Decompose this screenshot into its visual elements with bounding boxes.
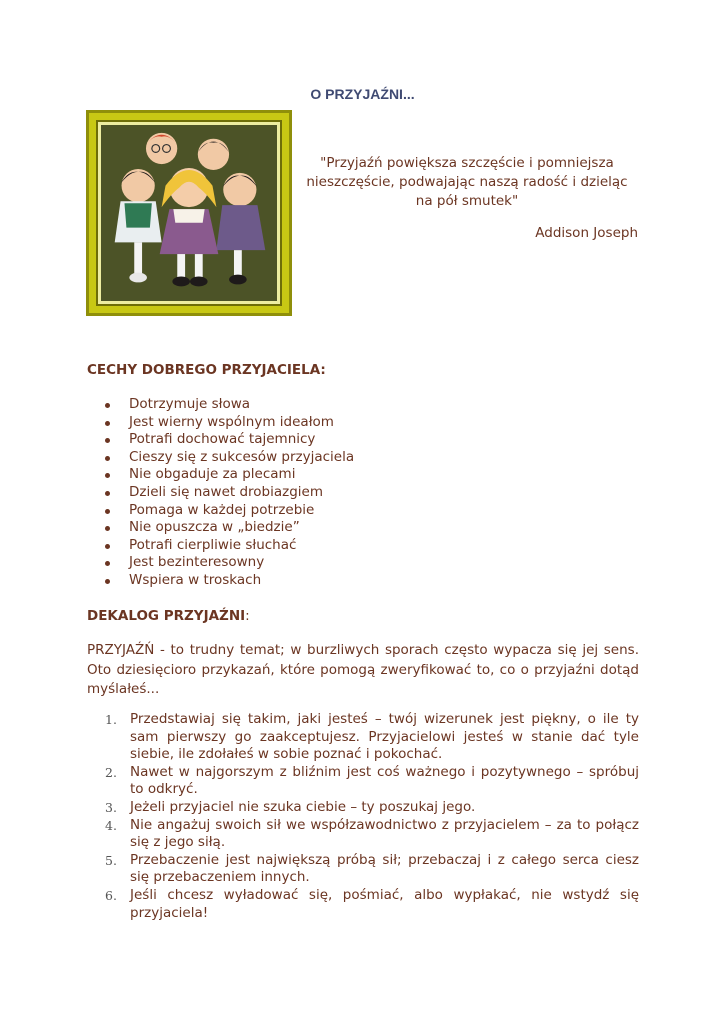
item-number: 1. (105, 712, 117, 727)
list-item-text: Nie angażuj swoich sił we współzawodnictwo z przyjacielem – za to połącz się z jego siłą. (130, 816, 639, 851)
bullet-icon (105, 403, 110, 408)
list-item (87, 537, 647, 555)
bullet-icon (105, 491, 110, 496)
list-item (87, 817, 639, 852)
list-item (87, 554, 647, 572)
dekalog-heading-colon: : (245, 608, 250, 624)
cechy-heading: CECHY DOBREGO PRZYJACIELA: (87, 362, 326, 378)
dekalog-list (87, 711, 639, 922)
list-item-text: Cieszy się z sukcesów przyjaciela (129, 448, 355, 465)
bullet-icon (105, 544, 110, 549)
bullet-icon (105, 526, 110, 531)
quote-text: "Przyjaźń powiększa szczęście i pomniejsza nieszczęście, podwajając naszą radość i dzieląc na pół smutek" (306, 155, 628, 209)
cechy-list (87, 396, 647, 590)
list-item-text: Potrafi cierpliwie słuchać (129, 536, 297, 553)
dekalog-intro: PRZYJAŹŃ - to trudny temat; w burzliwych sporach często wypacza się jej sens. Oto dziesięcioro przykazań, które pomogą zweryfikować to, co o przyjaźni dotąd myślałeś... (87, 642, 639, 697)
list-item (87, 431, 647, 449)
list-item-text: Wspiera w troskach (129, 571, 262, 588)
list-item-text: Nawet w najgorszym z bliźnim jest coś ważnego i pozytywnego – spróbuj to odkryć. (130, 763, 639, 798)
list-item-text: Pomaga w każdej potrzebie (129, 501, 315, 518)
quote-author: Addison Joseph (535, 225, 638, 241)
item-number: 5. (105, 852, 117, 868)
dekalog-heading (87, 608, 250, 624)
list-item-text: Jeśli chcesz wyładować się, pośmiać, albo wypłakać, nie wstydź się przyjaciela! (130, 886, 639, 921)
list-item-text: Dzieli się nawet drobiazgiem (129, 483, 324, 500)
list-item (87, 799, 639, 817)
dekalog-heading-text: DEKALOG PRZYJAŹNI (87, 608, 246, 624)
list-item (87, 414, 647, 432)
list-item-text: Przedstawiaj się takim, jaki jesteś – twój wizerunek jest piękny, o ile ty sam pierwszy go zaakceptujesz. Przyjacielowi jesteś w stanie dać tyle siebie, ile zdołałeś w sobie poznać i pokochać. (130, 711, 639, 763)
list-item (87, 764, 639, 799)
list-item-text: Przebaczenie jest największą próbą sił; przebaczaj i z całego serca ciesz się przebaczeniem innych. (130, 851, 639, 886)
picture-frame (86, 110, 292, 316)
bullet-icon (105, 438, 110, 443)
bullet-icon (105, 509, 110, 514)
item-number: 6. (105, 887, 117, 903)
bullet-icon (105, 456, 110, 461)
bullet-icon (105, 473, 110, 478)
list-item (87, 396, 647, 414)
item-number: 3. (105, 799, 117, 815)
item-number: 4. (105, 817, 117, 833)
list-item-text: Jeżeli przyjaciel nie szuka ciebie – ty poszukaj jego. (130, 798, 476, 815)
list-item-text: Jest bezinteresowny (129, 554, 265, 571)
page-title: O PRZYJAŹNI... (310, 86, 415, 102)
list-item (87, 852, 639, 887)
list-item (87, 449, 647, 467)
list-item-text: Nie opuszcza w „biedzie” (129, 519, 300, 536)
list-item (87, 887, 639, 922)
list-item (87, 519, 647, 537)
list-item (87, 466, 647, 484)
list-item-text: Nie obgaduje za plecami (129, 466, 296, 483)
item-number: 2. (105, 764, 117, 780)
children-illustration (101, 125, 277, 301)
bullet-icon (105, 561, 110, 566)
list-item-text: Potrafi dochować tajemnicy (129, 431, 316, 448)
list-item (87, 502, 647, 520)
bullet-icon (105, 421, 110, 426)
bullet-icon (105, 579, 110, 584)
list-item (87, 572, 647, 590)
list-item-text: Jest wierny wspólnym ideałom (129, 413, 334, 430)
list-item-text: Dotrzymuje słowa (129, 396, 251, 412)
list-item (87, 484, 647, 502)
list-item (87, 711, 639, 764)
